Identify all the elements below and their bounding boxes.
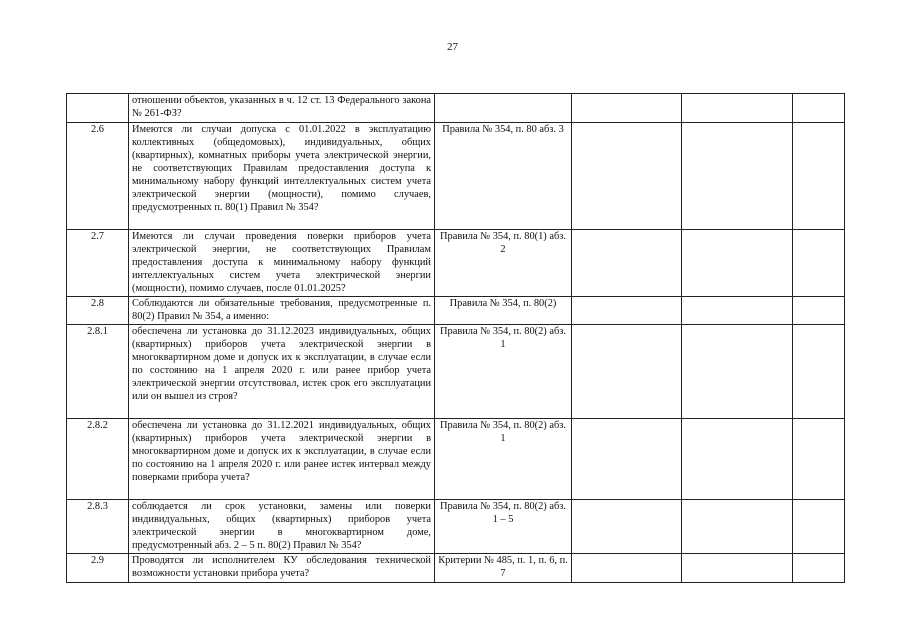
row-empty-cell (682, 419, 793, 500)
row-empty-cell (572, 419, 682, 500)
row-empty-cell (682, 123, 793, 230)
row-empty-cell (793, 325, 845, 419)
row-number: 2.6 (67, 123, 129, 230)
row-number: 2.8.3 (67, 500, 129, 554)
row-question: Соблюдаются ли обязательные требования, предусмотренные п. 80(2) Правил № 354, а именно: (129, 297, 435, 325)
row-question: соблюдается ли срок установки, замены или поверки индивидуальных, общих (квартирных) приборов учета электрической энергии в многоквартирном доме, предусмотренный абз. 2 – 5 п. 80(2) Правил № 354? (129, 500, 435, 554)
page-number: 27 (447, 41, 458, 53)
table-row (67, 297, 845, 325)
table-row (67, 230, 845, 297)
table-row (67, 123, 845, 230)
row-reference (435, 94, 572, 123)
row-reference: Правила № 354, п. 80(1) абз. 2 (435, 230, 572, 297)
row-empty-cell (572, 123, 682, 230)
row-reference: Правила № 354, п. 80 абз. 3 (435, 123, 572, 230)
row-number: 2.9 (67, 554, 129, 583)
row-empty-cell (682, 325, 793, 419)
row-question: обеспечена ли установка до 31.12.2021 индивидуальных, общих (квартирных) приборов учета электрической энергии в многоквартирном доме и допуск их к эксплуатации, в случае если по состоянию на 1 апреля 2020 г. или ранее истек интервал между поверками прибора учета? (129, 419, 435, 500)
row-question: Имеются ли случаи допуска с 01.01.2022 в эксплуатацию коллективных (общедомовых), индивидуальных, общих (квартирных), комнатных приборы учета электрической энергии, не соответствующих Правилам предоставления доступа к минимальному набору функций интеллектуальных систем учета электрической энергии (мощности), помимо случаев, предусмотренных п. 80(1) Правил № 354? (129, 123, 435, 230)
row-number (67, 94, 129, 123)
row-reference: Правила № 354, п. 80(2) абз. 1 (435, 419, 572, 500)
row-reference: Правила № 354, п. 80(2) абз. 1 – 5 (435, 500, 572, 554)
row-number: 2.8 (67, 297, 129, 325)
row-empty-cell (572, 500, 682, 554)
row-empty-cell (572, 554, 682, 583)
table-row (67, 554, 845, 583)
table-row (67, 500, 845, 554)
row-question: отношении объектов, указанных в ч. 12 ст. 13 Федерального закона № 261-ФЗ? (129, 94, 435, 123)
table-row (67, 94, 845, 123)
row-empty-cell (682, 554, 793, 583)
table-row (67, 325, 845, 419)
row-reference: Правила № 354, п. 80(2) (435, 297, 572, 325)
row-question: Имеются ли случаи проведения поверки приборов учета электрической энергии, не соответствующих Правилам предоставления доступа к минимальному набору функций интеллектуальных систем учета электрической энергии (мощности), помимо случаев, после 01.01.2025? (129, 230, 435, 297)
row-empty-cell (682, 297, 793, 325)
row-number: 2.8.1 (67, 325, 129, 419)
row-empty-cell (793, 554, 845, 583)
row-empty-cell (793, 297, 845, 325)
row-question: Проводятся ли исполнителем КУ обследования технической возможности установки прибора учета? (129, 554, 435, 583)
row-empty-cell (572, 297, 682, 325)
row-empty-cell (793, 94, 845, 123)
row-empty-cell (572, 325, 682, 419)
table-row (67, 419, 845, 500)
row-number: 2.8.2 (67, 419, 129, 500)
row-question: обеспечена ли установка до 31.12.2023 индивидуальных, общих (квартирных) приборов учета электрической энергии в многоквартирном доме и допуск их к эксплуатации, в случае если по состоянию на 1 апреля 2020 г. или ранее прибор учета электрической энергии отсутствовал, истек срок его эксплуатации или он вышел из строя? (129, 325, 435, 419)
row-empty-cell (682, 230, 793, 297)
row-reference: Критерии № 485, п. 1, п. 6, п. 7 (435, 554, 572, 583)
row-empty-cell (793, 230, 845, 297)
row-empty-cell (793, 419, 845, 500)
row-empty-cell (572, 230, 682, 297)
row-empty-cell (682, 500, 793, 554)
row-empty-cell (793, 123, 845, 230)
checklist-table (66, 93, 845, 583)
row-reference: Правила № 354, п. 80(2) абз. 1 (435, 325, 572, 419)
row-empty-cell (572, 94, 682, 123)
row-empty-cell (793, 500, 845, 554)
row-empty-cell (682, 94, 793, 123)
row-number: 2.7 (67, 230, 129, 297)
